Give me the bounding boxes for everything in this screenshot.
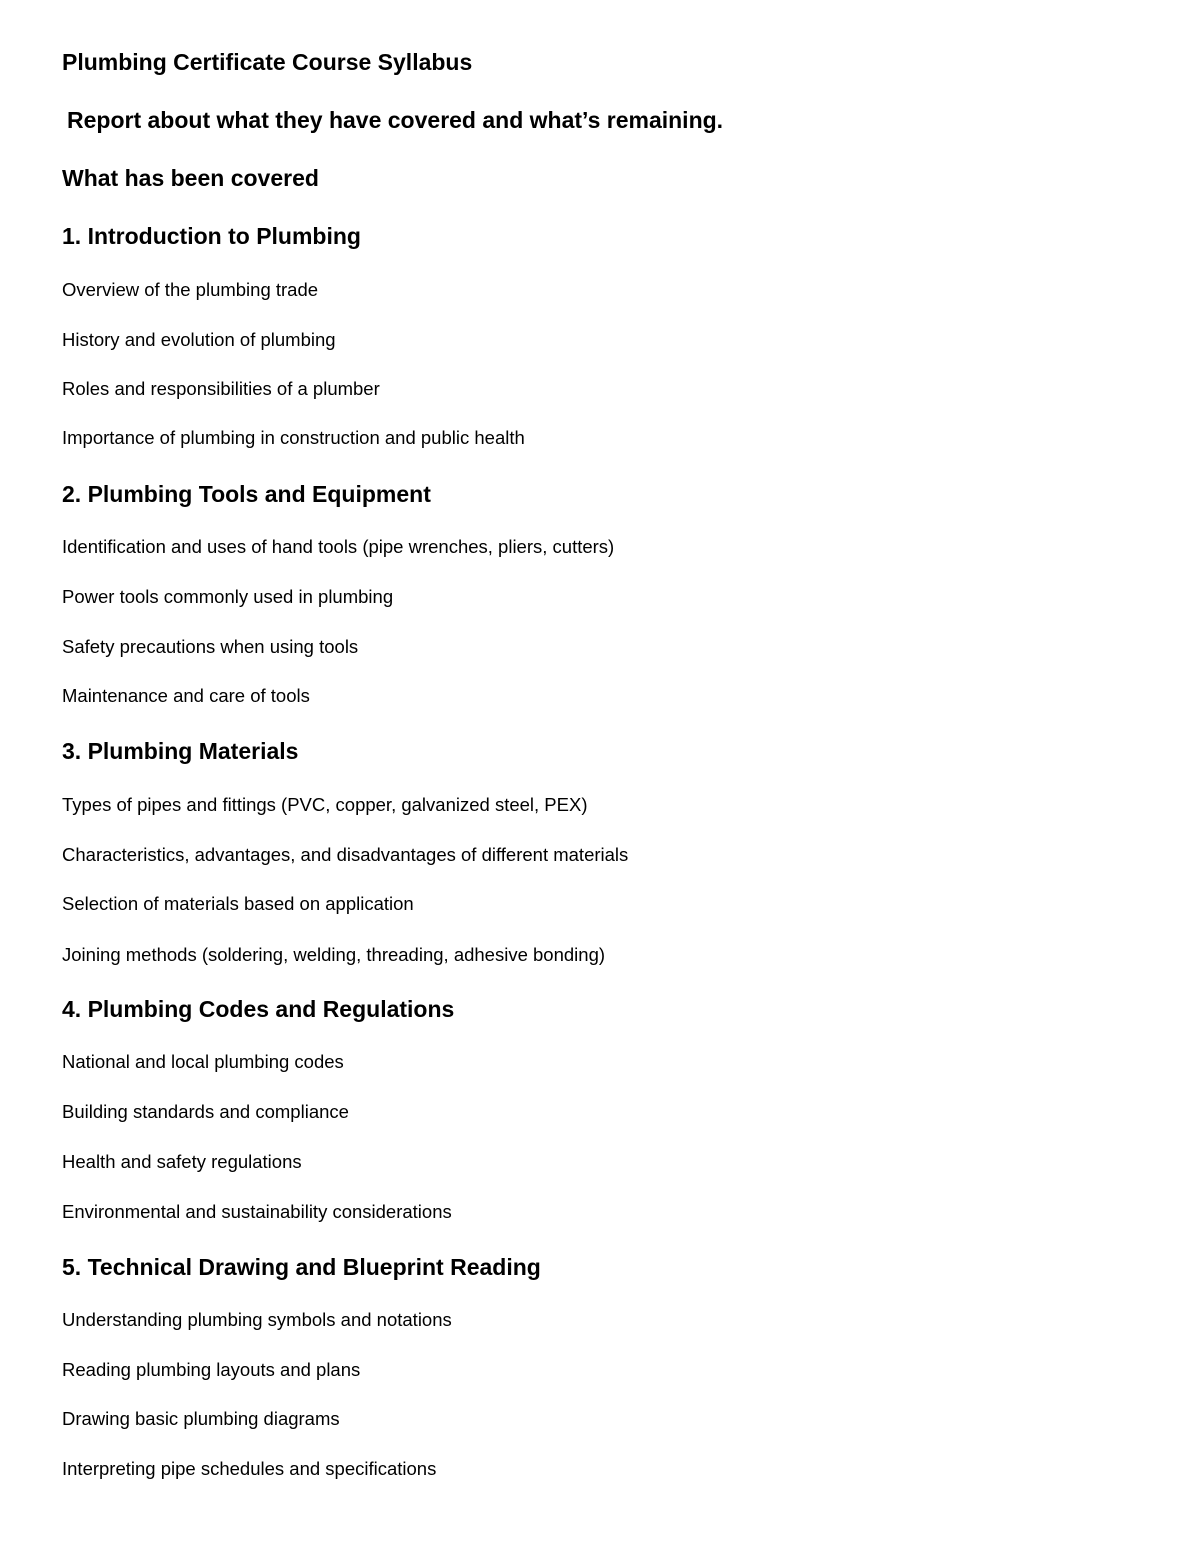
list-item: Environmental and sustainability considerations [62, 1201, 452, 1222]
list-item: National and local plumbing codes [62, 1051, 344, 1072]
covered-heading: What has been covered [62, 165, 319, 191]
list-item: History and evolution of plumbing [62, 329, 336, 350]
section-heading: 1. Introduction to Plumbing [62, 223, 361, 249]
section-heading: 3. Plumbing Materials [62, 738, 299, 764]
list-item: Drawing basic plumbing diagrams [62, 1408, 340, 1429]
section-heading: 2. Plumbing Tools and Equipment [62, 481, 431, 507]
list-item: Maintenance and care of tools [62, 685, 310, 706]
section-heading: 4. Plumbing Codes and Regulations [62, 996, 455, 1022]
list-item: Importance of plumbing in construction and public health [62, 427, 525, 448]
list-item: Building standards and compliance [62, 1101, 349, 1122]
list-item: Reading plumbing layouts and plans [62, 1359, 361, 1380]
list-item: Characteristics, advantages, and disadvantages of different materials [62, 844, 629, 865]
list-item: Roles and responsibilities of a plumber [62, 378, 380, 399]
list-item: Interpreting pipe schedules and specifications [62, 1458, 437, 1479]
list-item: Identification and uses of hand tools (pipe wrenches, pliers, cutters) [62, 536, 615, 557]
list-item: Safety precautions when using tools [62, 636, 359, 657]
section-heading: 5. Technical Drawing and Blueprint Reading [62, 1254, 541, 1280]
list-item: Selection of materials based on application [62, 893, 414, 914]
list-item: Overview of the plumbing trade [62, 279, 319, 300]
document-title: Plumbing Certificate Course Syllabus [62, 49, 473, 75]
list-item: Types of pipes and fittings (PVC, copper, galvanized steel, PEX) [62, 794, 588, 815]
list-item: Understanding plumbing symbols and notations [62, 1309, 452, 1330]
list-item: Power tools commonly used in plumbing [62, 586, 394, 607]
list-item: Joining methods (soldering, welding, threading, adhesive bonding) [62, 944, 606, 965]
document-subtitle: Report about what they have covered and what’s remaining. [67, 107, 724, 133]
list-item: Health and safety regulations [62, 1151, 302, 1172]
